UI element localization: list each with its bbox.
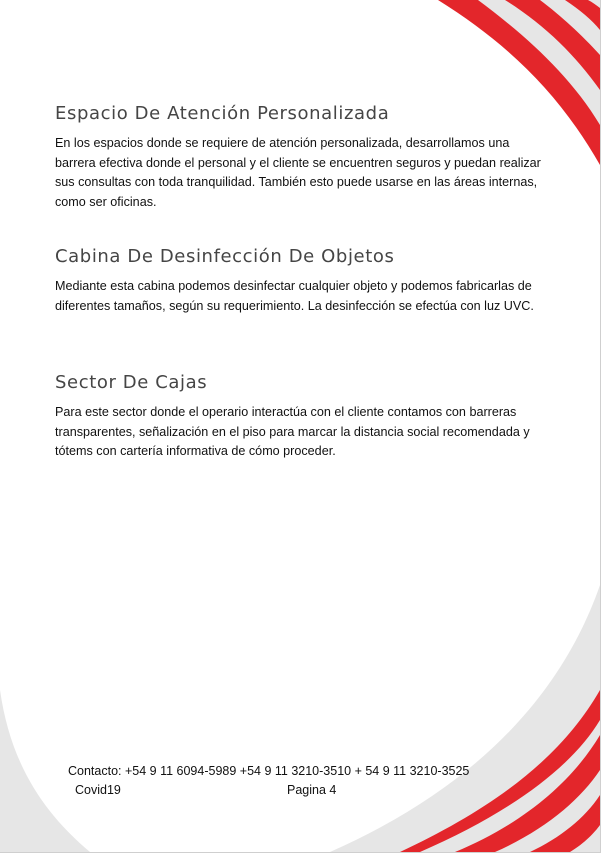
section-heading: Cabina De Desinfección De Objetos: [55, 246, 395, 267]
section-atencion-personalizada: [55, 103, 545, 212]
section-body: Mediante esta cabina podemos desinfectar cualquier objeto y podemos fabricarlas de diferentes tamaños, según su requerimiento. La desinfección se efectúa con luz UVC.: [55, 279, 534, 313]
section-heading: Espacio De Atención Personalizada: [55, 103, 390, 124]
section-cabina-desinfeccion: [55, 246, 545, 316]
footer-doc-name: Covid19: [75, 783, 121, 797]
footer-contact: Contacto: +54 9 11 6094-5989 +54 9 11 3210-3510 + 54 9 11 3210-3525: [68, 764, 470, 778]
section-body: En los espacios donde se requiere de atención personalizada, desarrollamos una barrera efectiva donde el personal y el cliente se encuentren seguros y puedan realizar sus consultas con toda tranquilidad. También esto puede usarse en las áreas internas, como ser oficinas.: [55, 136, 541, 209]
section-body: Para este sector donde el operario interactúa con el cliente contamos con barreras transparentes, señalización en el piso para marcar la distancia social recomendada y tótems con cartería informativa de cómo proceder.: [55, 405, 530, 458]
section-sector-cajas: [55, 372, 545, 462]
footer-page-number: Pagina 4: [287, 783, 337, 797]
section-heading: Sector De Cajas: [55, 372, 208, 393]
